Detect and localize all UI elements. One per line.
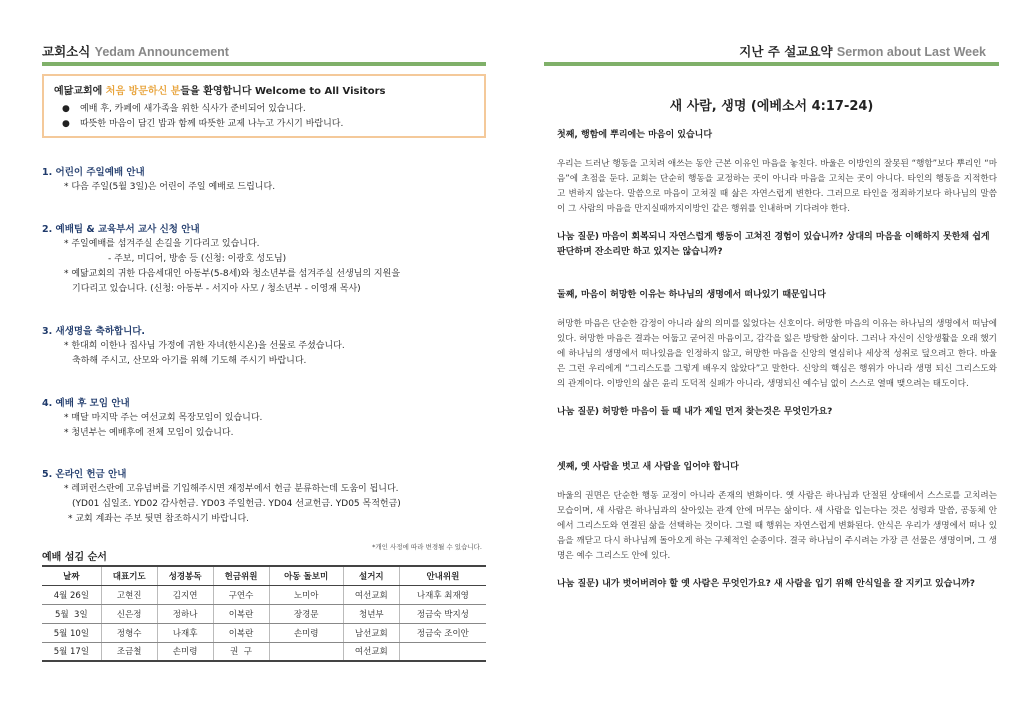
section-volunteer-application [42,223,482,297]
sermon-part-1 [557,128,997,260]
welcome-title-highlight: 처음 방문하신 분 [105,86,181,97]
announcement-header [42,42,229,60]
section-line: * 교회 계좌는 주보 뒷면 참조하시기 바랍니다. [68,514,250,524]
sermon-page [512,0,1024,724]
sermon-subheading: 셋째, 옛 사람을 벗고 새 사람을 입어야 합니다 [557,462,739,472]
section-line: (YD01 십일조. YD02 감사헌금. YD03 주일헌금. YD04 선교헌금. YD05 목적헌금) [72,499,401,509]
table-row [42,623,486,642]
welcome-item-text: 따뜻한 마음이 담긴 밥과 함께 따뜻한 교제 나누고 가시기 바랍니다. [80,119,344,129]
announcement-header-ko: 교회소식 [42,44,91,59]
table-cell: 구연수 [213,585,269,604]
table-cell: 4월 26일 [42,585,101,604]
section-line: - 주보, 미디어, 방송 등 (신청: 이광호 성도님) [108,254,287,264]
section-line: * 주일예배를 섬겨주실 손길을 기다리고 있습니다. [64,239,260,249]
welcome-item [54,117,474,132]
table-cell [269,642,343,661]
column-header: 헌금위원 [213,566,269,585]
table-cell: 나재후 [157,623,213,642]
welcome-item [54,102,474,117]
section-online-offering [42,468,482,527]
section-title: 5. 온라인 헌금 안내 [42,469,127,480]
table-header-row [42,566,486,585]
welcome-box [42,74,486,138]
column-header: 날짜 [42,566,101,585]
bullet-icon: ● [62,119,70,129]
table-cell: 남선교회 [343,623,399,642]
section-line: * 청년부는 예배후에 전체 모임이 있습니다. [64,428,234,438]
welcome-title [54,82,474,97]
sermon-subheading: 둘째, 마음이 허망한 이유는 하나님의 생명에서 떠나있기 때문입니다 [557,290,826,300]
table-cell: 이복란 [213,604,269,623]
sermon-title: 새 사람, 생명 (에베소서 4:17-24) [669,99,874,114]
table-cell: 권 구 [213,642,269,661]
discussion-question: 나눔 질문) 마음이 회복되니 자연스럽게 행동이 고쳐진 경험이 있습니까? 상대의 마음을 이해하지 못한채 쉽게 판단하며 잔소리만 하고 있지는 않습니까? [557,232,990,257]
welcome-title-post: 들을 환영합니다 Welcome to All Visitors [180,86,386,97]
section-line: 기다리고 있습니다. (신청: 아동부 - 서지아 사모 / 청소년부 - 이영재 목사) [72,284,361,294]
sermon-paragraph: 허망한 마음은 단순한 감정이 아니라 삶의 의미를 잃었다는 신호이다. 허망한 마음의 이유는 하나님의 생명에서 떠남에 있다. 허망한 마음은 결과는 어둡고 굳어진 마음이고, 감각을 잃은 방탕한 삶이다. 그러나 자신이 신앙생활을 오래 했기에 하나님의 생명에서 떠나있음을 인정하지 않고, 허망한 마음을 신앙의 열심히나 세상적 성취로 덮으려고 한다. 바울은 그런 우리에게 “그리스도를 그렇게 배우지 않았다”고 말한다. 신앙의 핵심은 행위가 아니라 생명 되신 그리스도와의 관계이다. 이방인의 삶은 윤리 도덕적 실패가 아니라, 생명되신 예수님 없이 스스로 열매 맺으려는 태도이다. [557,319,997,389]
bullet-icon: ● [62,104,70,114]
table-cell: 여선교회 [343,585,399,604]
sermon-subheading: 첫째, 행함에 뿌리에는 마음이 있습니다 [557,130,713,140]
announcement-header-rule [42,62,486,66]
announcement-header-en: Yedam Announcement [94,45,229,59]
table-cell: 정하나 [157,604,213,623]
section-after-worship-meeting [42,397,482,441]
discussion-question: 나눔 질문) 내가 벗어버려야 할 옛 사람은 무엇인가요? 새 사람을 입기 위해 안식일을 잘 지키고 있습니까? [557,579,976,589]
welcome-list [54,102,474,132]
section-title: 1. 어린이 주일예배 안내 [42,167,145,178]
section-line: * 다음 주일(5월 3일)은 어린이 주일 예배로 드립니다. [64,182,276,192]
table-cell: 손미령 [269,623,343,642]
table-row [42,604,486,623]
column-header: 성경봉독 [157,566,213,585]
table-cell: 정형수 [101,623,157,642]
section-line: * 레퍼런스란에 고유넘버를 기입해주시면 재정부에서 헌금 분류하는데 도움이 됩니다. [64,484,399,494]
sermon-paragraph: 바울의 권면은 단순한 행동 교정이 아니라 존재의 변화이다. 옛 사람은 하나님과 단절된 상태에서 스스로를 고치려는 모습이며, 새 사람은 하나님과의 살아있는 관계 안에 머무는 삶이다. 새 사람을 입는다는 것은 성령과 말씀, 공동체 안에서 그리스도와 연결된 삶을 선택하는 것이다. 그럴 때 행위는 자연스럽게 변화된다. 안식은 우리가 생명에서 떠나 있음을 깨닫고 다시 하나님께 돌아오게 하는 구체적인 순종이다. 결국 하나님이 주시려는 가장 큰 선물은 생명이며, 그 생명은 예수 그리스도 안에 있다. [557,491,997,561]
table-row [42,642,486,661]
table-row [42,585,486,604]
table-cell: 김지연 [157,585,213,604]
table-cell: 정금숙 박지성 [399,604,486,623]
section-new-life [42,325,482,369]
section-line: * 매달 마지막 주는 여선교회 목장모임이 있습니다. [64,413,263,423]
table-cell: 5월 10일 [42,623,101,642]
sermon-header-rule [544,62,999,66]
section-line: * 예닮교회의 귀한 다음세대인 아동부(5-8세)와 청소년부를 섬겨주실 선생님의 지원을 [64,269,401,279]
table-cell: 장경문 [269,604,343,623]
column-header: 설거지 [343,566,399,585]
service-schedule-table [42,565,486,662]
table-cell: 손미령 [157,642,213,661]
section-title: 3. 새생명을 축하합니다. [42,326,146,337]
table-cell: 신은정 [101,604,157,623]
table-cell: 청년부 [343,604,399,623]
table-cell: 정금숙 조이안 [399,623,486,642]
table-cell: 나재후 최재영 [399,585,486,604]
schedule-title: 예배 섬김 순서 [42,552,107,563]
discussion-question: 나눔 질문) 허망한 마음이 들 때 내가 제일 먼저 찾는것은 무엇인가요? [557,407,833,417]
welcome-item-text: 예배 후, 카페에 새가족을 위한 식사가 준비되어 있습니다. [80,104,306,114]
sermon-paragraph: 우리는 드러난 행동을 고치려 애쓰는 동안 근본 이유인 마음을 놓친다. 바울은 이방인의 잘못된 “행함”보다 뿌리인 “마음”에 초점을 둔다. 교회는 단순히 행동을 교정하는 곳이 아니라 마음을 고치는 곳이 아니다. 타인의 행동을 지적한다고 변하지 않는다. 말씀으로 마음이 고쳐질 때 삶은 자연스럽게 변한다. 그러므로 타인을 정죄하기보다 하나님의 말씀이 그 사람의 마음을 만지실때까지이방인 같은 행위를 인내하며 기다려야 한다. [557,159,998,214]
section-title: 2. 예배팀 & 교육부서 교사 신청 안내 [42,224,200,235]
table-cell [399,642,486,661]
welcome-title-pre: 예닮교회에 [54,86,106,97]
section-line: 축하해 주시고, 산모와 아기를 위해 기도해 주시기 바랍니다. [72,356,307,366]
table-cell: 노미아 [269,585,343,604]
sermon-header [739,42,986,60]
sermon-part-3 [557,460,997,592]
table-cell: 5월 17일 [42,642,101,661]
table-cell: 조금철 [101,642,157,661]
section-line: * 한대희 이한나 집사님 가정에 귀한 자녀(한시온)을 선물로 주셨습니다. [64,341,345,351]
table-cell: 고현진 [101,585,157,604]
table-cell: 이복란 [213,623,269,642]
sermon-header-ko: 지난 주 설교요약 [739,44,833,59]
section-children-worship [42,166,482,195]
schedule-note: *개인 사정에 따라 변경될 수 있습니다. [372,543,482,551]
table-cell: 여선교회 [343,642,399,661]
section-title: 4. 예배 후 모임 안내 [42,398,130,409]
column-header: 아동 돌보미 [269,566,343,585]
sermon-part-2 [557,288,997,420]
sermon-header-en: Sermon about Last Week [836,45,986,59]
table-cell: 5월 3일 [42,604,101,623]
column-header: 안내위원 [399,566,486,585]
column-header: 대표기도 [101,566,157,585]
